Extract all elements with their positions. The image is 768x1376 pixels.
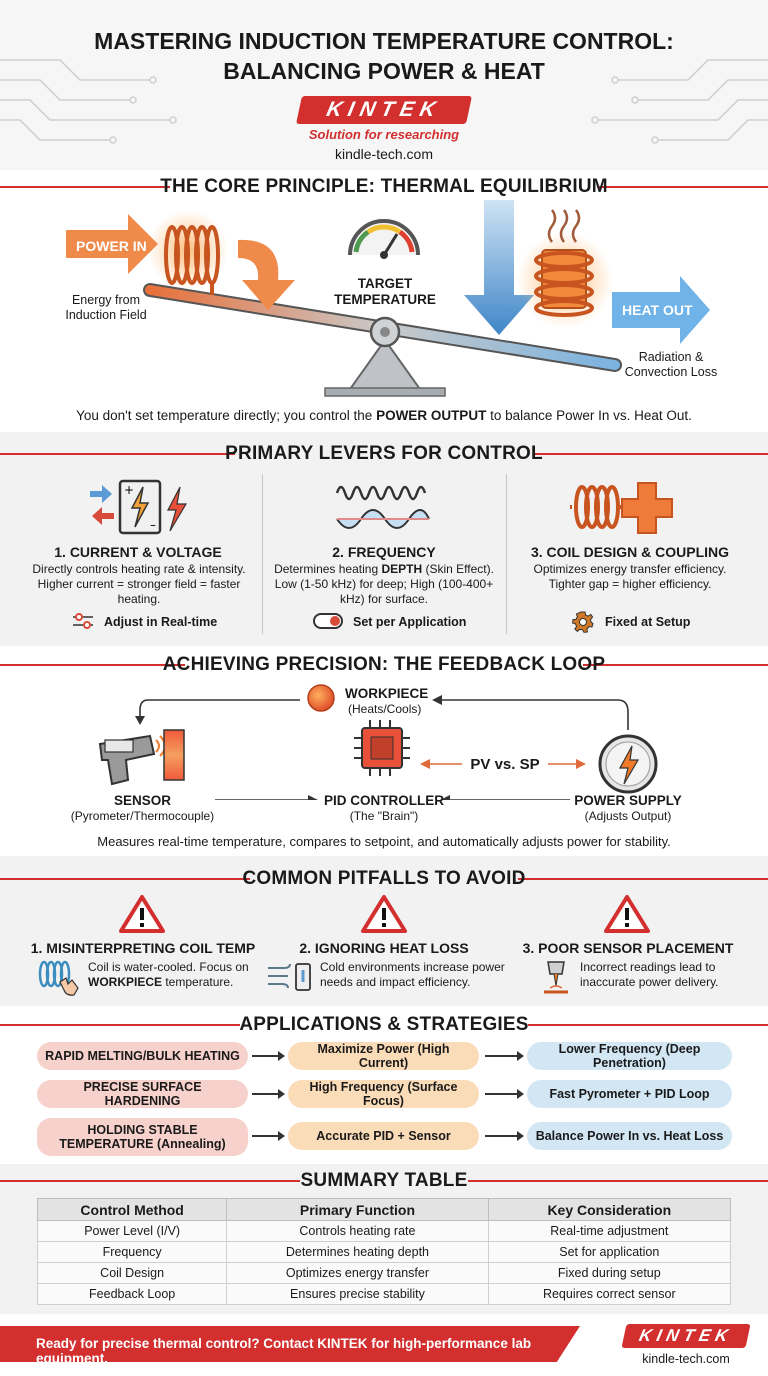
header [0,0,768,170]
pid-label: PID CONTROLLER [324,793,444,808]
brand-logo: KINTEK [296,96,472,124]
pitfall-2-heading: 2. IGNORING HEAT LOSS [299,940,469,956]
app-row-1-use: RAPID MELTING/BULK HEATING [37,1042,248,1070]
app-row-3-tech: Balance Power In vs. Heat Loss [527,1122,732,1150]
pitfalls-title [0,868,768,890]
summary-header-cell: Key Consideration [488,1199,730,1221]
lever-2-desc [272,562,496,607]
pitfall-1-desc-bold: WORKPIECE [88,975,163,989]
wind-cold-icon [266,960,316,996]
lever-3-tag: Fixed at Setup [605,615,691,629]
sliders-icon [72,612,94,630]
footer-website[interactable]: kindle-tech.com [642,1352,730,1366]
lever-1-heading: 1. CURRENT & VOLTAGE [54,544,222,560]
section-title-text: PRIMARY LEVERS FOR CONTROL [225,443,543,464]
power-supply-label: POWER SUPPLY [574,793,682,808]
sensor-sub: (Pyrometer/Thermocouple) [70,809,215,823]
waveform-icon [333,477,433,537]
loss-label: Radiation & Convection Loss [624,350,718,379]
table-cell: Set for application [488,1242,730,1263]
app-row-1-strategy: Maximize Power (High Current) [288,1042,479,1070]
lever-3-heading: 3. COIL DESIGN & COUPLING [530,544,730,560]
app-row-2-arrow-1 [252,1093,283,1095]
levers-divider-1 [262,474,263,634]
workpiece-label: WORKPIECE [345,686,429,701]
battery-icon [88,477,198,537]
energy-label: Energy from Induction Field [65,293,147,322]
power-in-label: POWER IN [76,238,147,254]
app-row-1-arrow-2 [485,1055,522,1057]
coil-heat-icon [568,477,678,537]
core-caption-post: to balance Power In vs. Heat Out. [486,408,692,423]
toggle-icon [313,613,343,629]
table-cell: Power Level (I/V) [38,1221,227,1242]
pitfall-1-desc [88,960,258,990]
workpiece-sub: (Heats/Cools) [348,702,422,716]
feedback-caption: Measures real-time temperature, compares to setpoint, and automatically adjusts power for stability. [97,834,671,849]
pitfall-3-desc: Incorrect readings lead to inaccurate power delivery. [580,960,719,989]
warning-icon-3 [604,894,650,934]
table-row [38,1284,731,1305]
table-cell: Feedback Loop [38,1284,227,1305]
applications-title [0,1014,768,1036]
app-row-3-strategy: Accurate PID + Sensor [288,1122,479,1150]
power-supply-sub: (Adjusts Output) [584,809,672,823]
app-row-1-tech: Lower Frequency (Deep Penetration) [527,1042,732,1070]
levers-divider-2 [506,474,507,634]
app-row-3-use: HOLDING STABLE TEMPERATURE (Annealing) [37,1118,248,1156]
water-coil-icon [36,958,82,998]
app-row-2-arrow-2 [485,1093,522,1095]
lever-3-desc: Optimizes energy transfer efficiency. Tighter gap = higher efficiency. [533,562,727,591]
footer-brand-logo: KINTEK [621,1324,750,1348]
brand-tagline: Solution for researching [308,127,460,142]
pitfall-3-heading: 3. POOR SENSOR PLACEMENT [522,940,734,956]
sensor-probe-icon [540,958,576,998]
feedback-title [0,654,768,676]
section-title-text: SUMMARY TABLE [300,1170,468,1191]
lever-2-heading: 2. FREQUENCY [332,544,436,560]
summary-table [37,1198,731,1305]
app-row-2-use: PRECISE SURFACE HARDENING [37,1080,248,1108]
warning-icon-1 [119,894,165,934]
table-cell: Fixed during setup [488,1263,730,1284]
lever-2-desc-post: (Skin Effect). Low (1-50 kHz) for deep; High (100-400+ kHz) for surface. [274,562,494,606]
table-row [38,1263,731,1284]
table-cell: Determines heating depth [227,1242,488,1263]
summary-title [0,1170,768,1192]
table-cell: Ensures precise stability [227,1284,488,1305]
svg-text:+: + [124,483,135,497]
gear-icon [572,611,594,633]
pitfall-1-heading: 1. MISINTERPRETING COIL TEMP [30,940,256,956]
table-cell: Real-time adjustment [488,1221,730,1242]
page-title-line1: MASTERING INDUCTION TEMPERATURE CONTROL: [94,28,674,54]
warning-icon-2 [361,894,407,934]
core-title [0,176,768,198]
core-caption [0,408,768,423]
pitfall-1-desc-pre: Coil is water-cooled. Focus on [88,960,249,974]
table-row [38,1221,731,1242]
app-row-2-strategy: High Frequency (Surface Focus) [288,1080,479,1108]
table-cell: Optimizes energy transfer [227,1263,488,1284]
lever-2-tag: Set per Application [353,615,467,629]
section-title-text: THE CORE PRINCIPLE: THERMAL EQUILIBRIUM [160,176,608,197]
app-row-2-tech: Fast Pyrometer + PID Loop [527,1080,732,1108]
app-row-3-arrow-1 [252,1135,283,1137]
lever-1-tag: Adjust in Real-time [104,615,218,629]
lever-1-desc: Directly controls heating rate & intensity. Higher current = stronger field = faster heating. [32,562,246,606]
pid-sub: (The "Brain") [349,809,419,823]
table-cell: Coil Design [38,1263,227,1284]
section-title-text: APPLICATIONS & STRATEGIES [239,1014,529,1035]
app-row-3-arrow-2 [485,1135,522,1137]
levers-title [0,443,768,465]
core-caption-pre: You don't set temperature directly; you control the [76,408,377,423]
svg-text:–: – [150,518,156,532]
target-temperature-label: TARGET TEMPERATURE [334,276,436,307]
pv-sp-label: PV vs. SP [470,756,540,773]
table-cell: Frequency [38,1242,227,1263]
brand-website[interactable]: kindle-tech.com [334,146,434,162]
table-cell: Requires correct sensor [488,1284,730,1305]
lever-2-desc-bold: DEPTH [381,562,423,576]
summary-header-cell: Control Method [38,1199,227,1221]
table-cell: Controls heating rate [227,1221,488,1242]
page-title-line2: BALANCING POWER & HEAT [223,58,545,84]
cta-text[interactable]: Ready for precise thermal control? Contact KINTEK for high-performance lab equipment. [36,1336,532,1366]
sensor-label: SENSOR [113,793,171,808]
summary-header-row [38,1199,731,1221]
section-title-text: COMMON PITFALLS TO AVOID [242,868,526,889]
pitfall-1-desc-post: temperature. [162,975,234,989]
lever-2-desc-pre: Determines heating [274,562,382,576]
pitfall-2-desc: Cold environments increase power needs and impact efficiency. [320,960,505,989]
summary-header-cell: Primary Function [227,1199,488,1221]
section-title-text: ACHIEVING PRECISION: THE FEEDBACK LOOP [162,654,606,675]
core-caption-bold: POWER OUTPUT [376,408,487,423]
heat-out-label: HEAT OUT [622,302,693,318]
app-row-1-arrow-1 [252,1055,283,1057]
table-row [38,1242,731,1263]
